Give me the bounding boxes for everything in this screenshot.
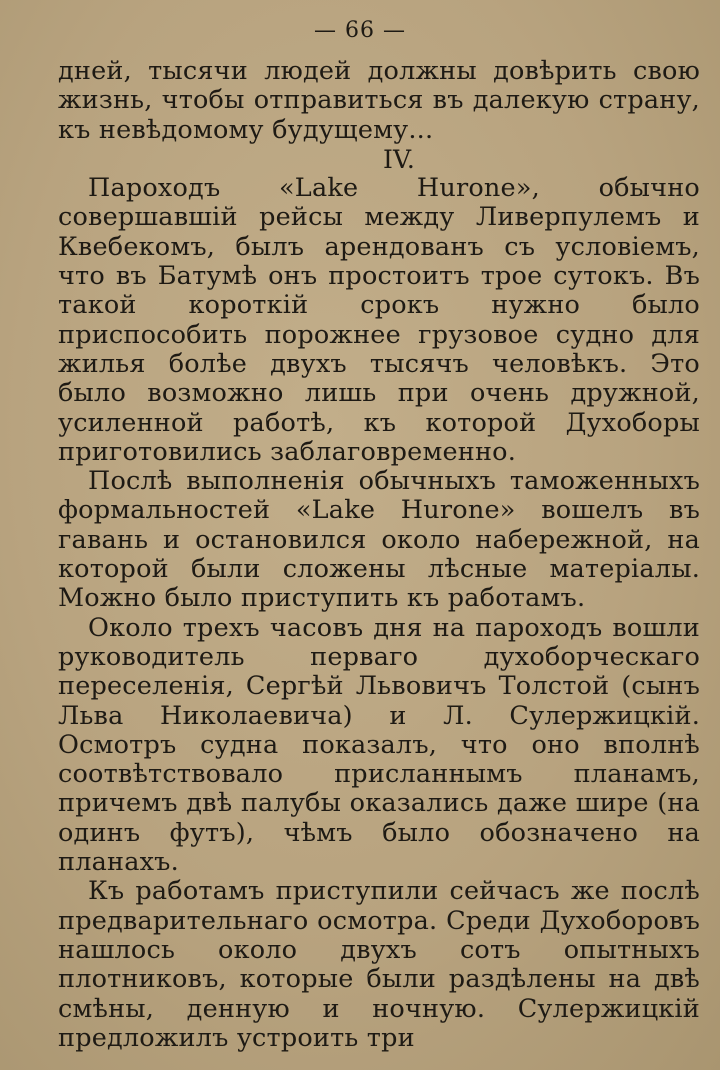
paragraph-3: Около трехъ часовъ дня на пароходъ вошли руководитель перваго духоборческаго переселенія, Сергѣй Львовичъ Толстой (сынъ Льва Николаевича) и Л. Сулержицкій. Осмотръ судна показалъ, что оно вполнѣ соотвѣтствовало присланнымъ планамъ, причемъ двѣ палубы оказались даже шире (на одинъ футъ), чѣмъ было обозначено на планахъ. xyxy=(58,612,700,878)
paragraph-1: Пароходъ «Lake Hurone», обычно совершавшій рейсы между Ливерпулемъ и Квебекомъ, былъ арендованъ съ условіемъ, что въ Батумѣ онъ простоитъ трое сутокъ. Въ такой короткій срокъ нужно было приспособить порожнее грузовое судно для жилья болѣе двухъ тысячъ человѣкъ. Это было возможно лишь при очень дружной, усиленной работѣ, къ которой Духоборы приготовились заблаговременно. xyxy=(58,173,700,467)
section-number: IV. xyxy=(382,144,416,174)
page-number: — 66 — xyxy=(314,18,406,43)
paragraph-continued: дней, тысячи людей должны довѣрить свою жизнь, чтобы отправиться въ далекую страну, къ невѣдомому будущему... xyxy=(58,56,700,145)
paragraph-4: Къ работамъ приступили сейчасъ же послѣ предварительнаго осмотра. Среди Духоборовъ нашлось около двухъ сотъ опытныхъ плотниковъ, которые были раздѣлены на двѣ смѣны, денную и ночную. Сулержицкій предложилъ устроить три xyxy=(58,876,700,1053)
paragraph-2: Послѣ выполненія обычныхъ таможенныхъ формальностей «Lake Hurone» вошелъ въ гавань и остановился около набережной, на которой были сложены лѣсные матеріалы. Можно было приступить къ работамъ. xyxy=(58,466,700,614)
page-text xyxy=(58,57,700,1053)
